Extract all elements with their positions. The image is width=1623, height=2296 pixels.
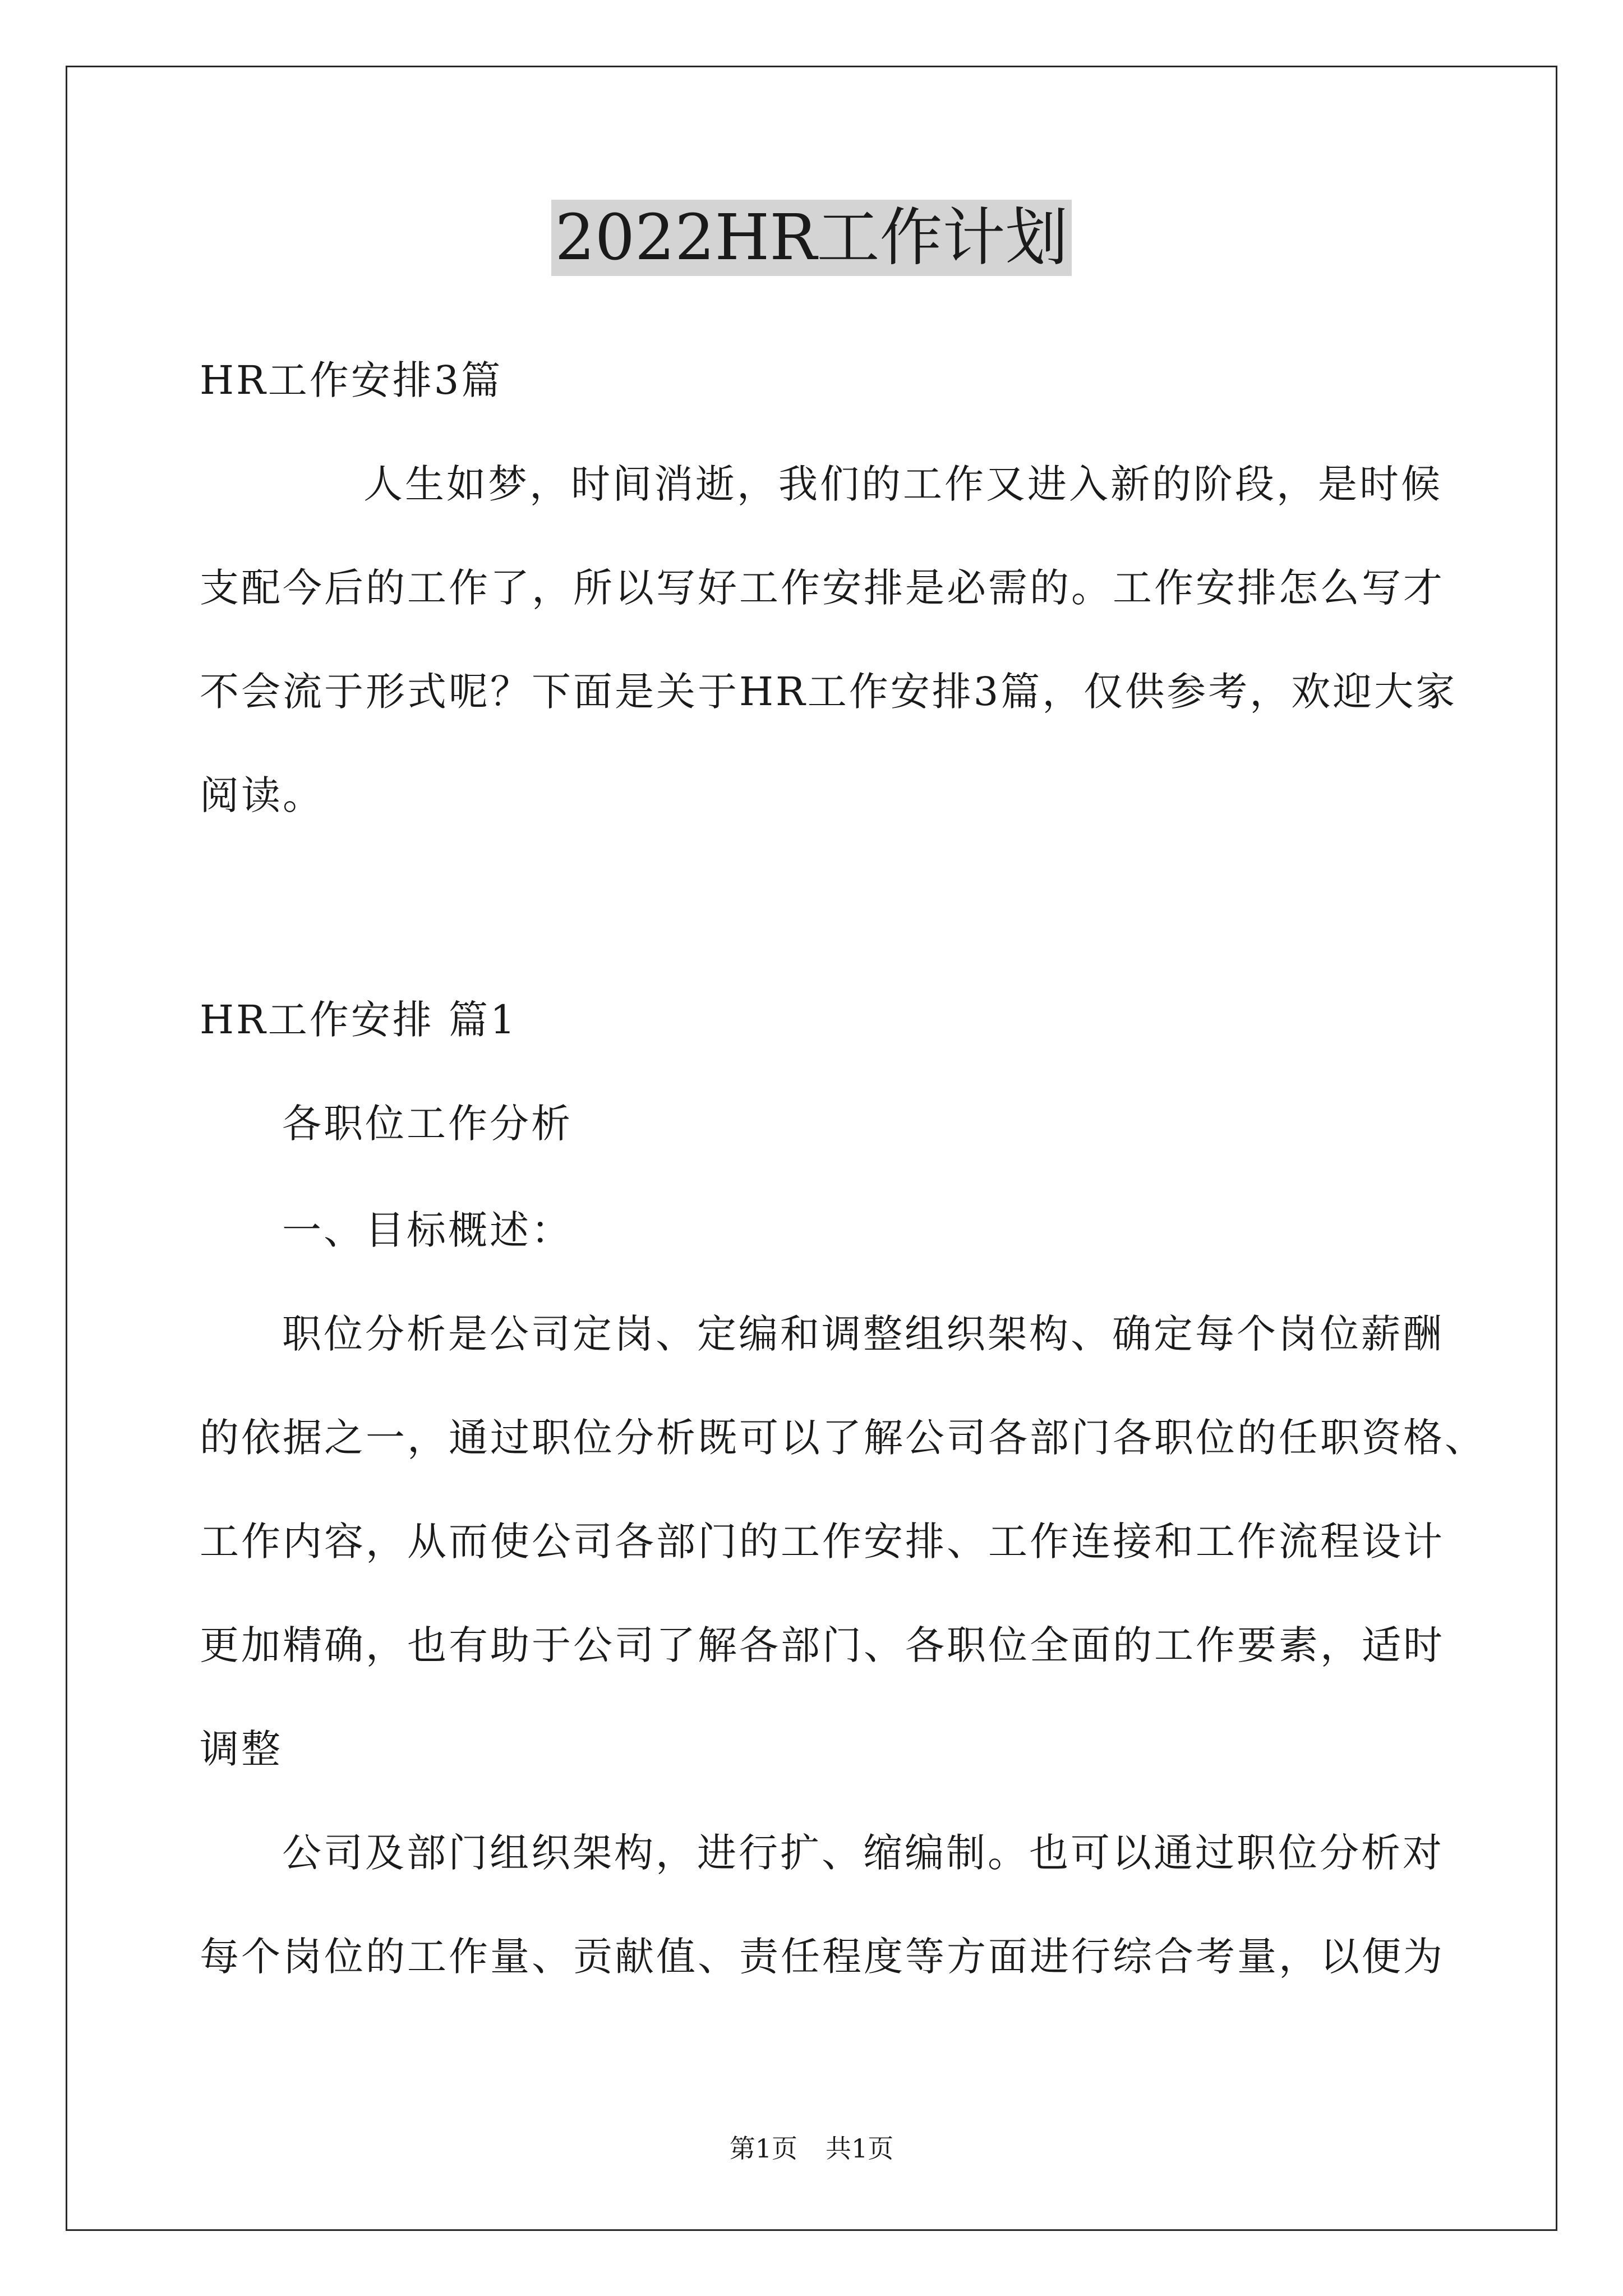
paragraph1-line-5: 调整 (200, 1726, 283, 1772)
paragraph2-line-1: 公司及部门组织架构，进行扩、缩编制。也可以通过职位分析对 (282, 1830, 1444, 1876)
document-subtitle: HR工作安排3篇 (200, 357, 503, 403)
page-footer (0, 2132, 1623, 2165)
paragraph1-line-3: 工作内容，从而使公司各部门的工作安排、工作连接和工作流程设计 (200, 1519, 1445, 1565)
document-title: 2022HR工作计划 (551, 200, 1071, 276)
item-heading: 一、目标概述： (282, 1207, 573, 1253)
paragraph2-line-2: 每个岗位的工作量、贡献值、责任程度等方面进行综合考量，以便为 (200, 1934, 1445, 1980)
intro-line-2: 支配今后的工作了，所以写好工作安排是必需的。工作安排怎么写才 (200, 565, 1445, 611)
section-heading: HR工作安排 篇1 (200, 997, 518, 1043)
paragraph1-line-2: 的依据之一，通过职位分析既可以了解公司各部门各职位的任职资格、 (200, 1415, 1486, 1461)
intro-line-4: 阅读。 (200, 772, 324, 818)
page-total: 共1页 (826, 2133, 894, 2164)
page-number: 第1页 (729, 2133, 797, 2164)
paragraph1-line-1: 职位分析是公司定岗、定编和调整组织架构、确定每个岗位薪酬 (282, 1311, 1444, 1357)
intro-line-1: 人生如梦，时间消逝，我们的工作又进入新的阶段，是时候 (363, 461, 1442, 507)
paragraph1-line-4: 更加精确，也有助于公司了解各部门、各职位全面的工作要素，适时 (200, 1622, 1445, 1668)
title-container (0, 200, 1623, 276)
intro-line-3: 不会流于形式呢？下面是关于HR工作安排3篇，仅供参考，欢迎大家 (200, 669, 1458, 715)
subheading: 各职位工作分析 (282, 1101, 573, 1147)
